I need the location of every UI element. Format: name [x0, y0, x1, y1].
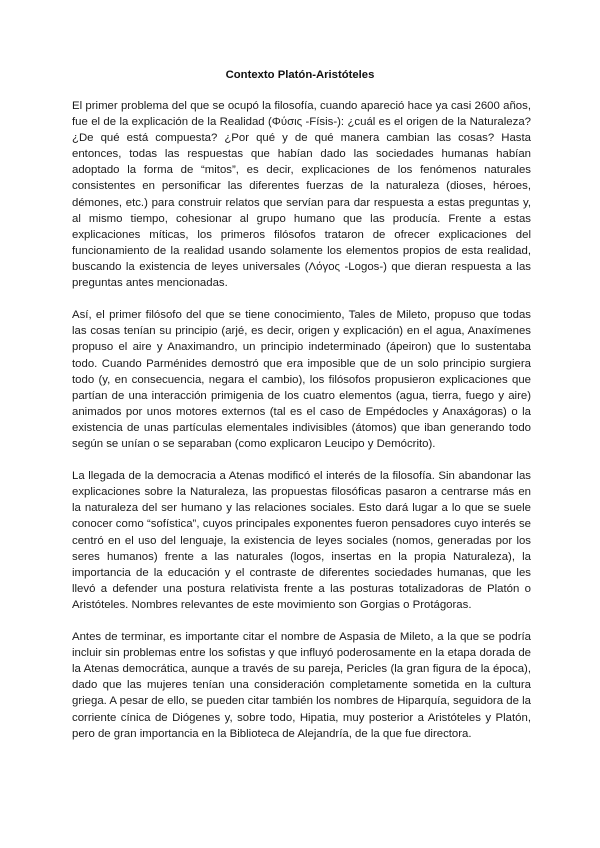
page-title: Contexto Platón-Aristóteles — [225, 69, 375, 81]
paragraph-presocratics: Así, el primer filósofo del que se tiene conocimiento, Tales de Mileto, propuso que todas las cosas tenían su principio (arjé, es decir, origen y explicación) en el agua, Anaxímenes propuso el aire y Anaximandro, un principio indeterminado (ápeiron) que lo sustentaba todo. Cuando Parménides demostró que era imposible que de un solo principio surgiera todo (y, en consecuencia, negara el cambio), los filósofos propusieron explicaciones que partían de una interacción primigenia de los cuatro elementos (agua, tierra, fuego y aire) animados por unos motores externos (tal es el caso de Empédocles y Anaxágoras) o la existencia de unas partículas elementales indivisibles (átomos) que iban generando todo según se unían o se separaban (como explicaron Leucipo y Demócrito). — [72, 309, 531, 450]
document-body — [72, 98, 531, 758]
paragraph-sophists: La llegada de la democracia a Atenas modificó el interés de la filosofía. Sin abandonar las explicaciones sobre la Naturaleza, las propuestas filosóficas pasaron a centrarse más en la naturaleza del ser humano y las relaciones sociales. Esto dará lugar a lo que se suele conocer como “sofística”, cuyos principales exponentes fueron pensadores cuyo interés se centró en el uso del lenguaje, la existencia de leyes sociales (nomos, generadas por los seres humanos) frente a las naturales (logos, insertas en la propia Naturaleza), la importancia de la educación y el contraste de diferentes sociedades humanas, que les llevó a defender una postura relativista frente a las posturas totalizadoras de Platón o Aristóteles. Nombres relevantes de este movimiento son Gorgias o Protágoras. — [72, 470, 531, 611]
paragraph-origins: El primer problema del que se ocupó la filosofía, cuando apareció hace ya casi 2600 años, fue el de la explicación de la Realidad (Φύσις -Físis-): ¿cuál es el origen de la Naturaleza? ¿De qué está compuesta? ¿Por qué y de qué manera cambian las cosas? Hasta entonces, todas las respuestas que habían dado las sociedades humanas habían adoptado la forma de “mitos”, es decir, explicaciones de los fenómenos naturales consistentes en personificar las diferentes fuerzas de la naturaleza (dioses, héroes, démones, etc.) para construir relatos que servían para dar respuesta a estas preguntas y, al mismo tiempo, cohesionar al grupo humano que las producía. Frente a estas explicaciones míticas, los primeros filósofos trataron de ofrecer explicaciones del funcionamiento de la realidad usando solamente los elementos propios de esta realidad, buscando la existencia de leyes universales (Λόγος -Logos-) que dieran respuesta a las preguntas antes mencionadas. — [72, 100, 531, 290]
paragraph-women-philosophers: Antes de terminar, es importante citar el nombre de Aspasia de Mileto, a la que se podría incluir sin problemas entre los sofistas y que influyó poderosamente en la etapa dorada de la Atenas democrática, aunque a través de su pareja, Pericles (la gran figura de la época), dado que las mujeres tenían una consideración completamente sometida en la cultura griega. A pesar de ello, se pueden citar también los nombres de Hiparquía, seguidora de la corriente cínica de Diógenes y, sobre todo, Hipatia, muy posterior a Aristóteles y Platón, pero de gran importancia en la Biblioteca de Alejandría, de la que fue directora. — [72, 631, 531, 740]
